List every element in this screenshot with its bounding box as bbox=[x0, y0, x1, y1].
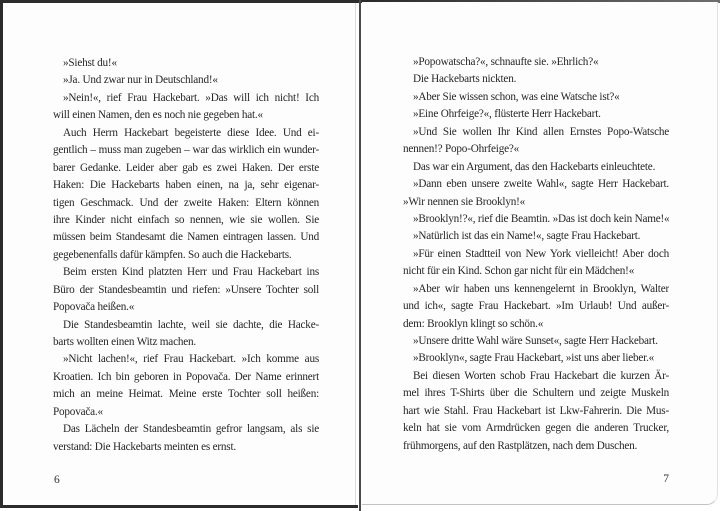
text-line: mich an meine Heimat. Meine erste Tochter soll heißen: bbox=[53, 388, 319, 401]
text-line: hart wie Stahl. Frau Hackebart ist Lkw-Fahrerin. Die Mus- bbox=[403, 404, 669, 417]
text-line: »Nein!«, rief Frau Hackebart. »Das will ich nicht! Ich bbox=[63, 91, 319, 104]
text-line: »Ja. Und zwar nur in Deutschland!« bbox=[63, 74, 218, 87]
text-line: »Brooklyn«, sagte Frau Hackebart, »ist uns aber lieber.« bbox=[413, 352, 655, 365]
text-line: will einen Namen, den es noch nie gegeben hat.« bbox=[53, 109, 263, 122]
text-line: »Für einen Stadtteil von New York vielleicht! Aber doch bbox=[413, 247, 669, 260]
text-line: gegebenenfalls dafür kämpfen. So auch die Hackebarts. bbox=[53, 248, 292, 261]
text-line: verstand: Die Hackebarts meinten es ernst. bbox=[53, 440, 236, 453]
text-line: tigen Geschmack. Und der zweite Haken: Eltern können bbox=[53, 196, 319, 209]
text-line: und ich«, sagte Frau Hackebart. »Im Urlaub! Und außer- bbox=[403, 300, 669, 313]
text-line: Popovača heißen.« bbox=[53, 301, 135, 314]
text-line: Beim ersten Kind platzten Herr und Frau Hackebart ins bbox=[63, 266, 319, 279]
left-page-number: 6 bbox=[54, 474, 60, 486]
text-line: Die Standesbeamtin lachte, weil sie dachte, die Hacke- bbox=[63, 318, 319, 331]
text-line: dem: Brooklyn klingt so schön.« bbox=[403, 317, 544, 330]
text-line: nennen!? Popo-Ohrfeige?« bbox=[403, 143, 520, 156]
text-line: »Brooklyn!?«, rief die Beamtin. »Das ist doch kein Name!« bbox=[413, 212, 669, 225]
text-line: ihre Kinder nicht einfach so nennen, wie sie wollen. Sie bbox=[53, 213, 319, 226]
text-line: Das war ein Argument, das den Hackebarts einleuchtete. bbox=[413, 160, 656, 173]
text-line: »Siehst du!« bbox=[63, 57, 117, 69]
text-line: »Und Sie wollen Ihr Kind allen Ernstes Popo-Watsche bbox=[413, 125, 669, 138]
left-page-text bbox=[53, 55, 319, 456]
text-line: Büro der Standesbeamtin und riefen: »Unsere Tochter soll bbox=[53, 283, 319, 296]
right-page-text bbox=[403, 54, 669, 455]
text-line: müssen beim Standesamt die Namen eintragen lassen. Und bbox=[53, 231, 319, 244]
text-line: »Eine Ohrfeige?«, flüsterte Herr Hackebart. bbox=[413, 108, 601, 121]
text-line: Haken: Die Hackebarts haben einen, na ja, sehr eigenar- bbox=[53, 179, 319, 192]
book-bottom-edge bbox=[0, 505, 358, 508]
text-line: »Popowatscha?«, schnaufte sie. »Ehrlich?« bbox=[413, 56, 599, 68]
text-line: gentlich – muss man zugeben – war das wirklich ein wunder- bbox=[53, 144, 319, 157]
book-spine bbox=[359, 0, 361, 511]
text-line: Popovača.« bbox=[53, 405, 103, 418]
text-line: »Unsere dritte Wahl wäre Sunset«, sagte Herr Hackebart. bbox=[413, 335, 658, 347]
text-line: »Aber wir haben uns kennengelernt in Brooklyn, Walter bbox=[413, 282, 669, 295]
text-line: barts wollten einen Witz machen. bbox=[53, 336, 196, 348]
text-line: Das Lächeln der Standesbeamtin gefror langsam, als sie bbox=[63, 423, 319, 436]
text-line: Die Hackebarts nickten. bbox=[413, 73, 517, 86]
text-line: nicht für ein Kind. Schon gar nicht für ein Mädchen!« bbox=[403, 265, 635, 278]
text-line: frühmorgens, auf den Rastplätzen, nach dem Duschen. bbox=[403, 439, 638, 452]
text-line: Kroatien. Ich bin geboren in Popovača. Der Name erinnert bbox=[53, 370, 319, 383]
text-line: Bei diesen Worten schob Frau Hackebart die kurzen Är- bbox=[413, 369, 669, 382]
text-line: keln hat sie vom Armdrücken gegen die anderen Trucker, bbox=[403, 422, 669, 435]
text-line: mel ihres T-Shirts über die Schultern und zeigte Muskeln bbox=[403, 387, 669, 400]
text-line: »Aber Sie wissen schon, was eine Watsche ist?« bbox=[413, 90, 620, 103]
text-line: barer Gedanke. Leider aber gab es zwei Haken. Der erste bbox=[53, 161, 319, 174]
text-line: »Natürlich ist das ein Name!«, sagte Frau Hackebart. bbox=[413, 230, 641, 243]
text-line: »Wir nennen sie Brooklyn!« bbox=[403, 195, 526, 208]
text-line: »Nicht lachen!«, rief Frau Hackebart. »Ich komme aus bbox=[63, 353, 319, 366]
right-page-number: 7 bbox=[663, 473, 669, 485]
right-page bbox=[362, 2, 718, 505]
text-line: Auch Herrn Hackebart begeisterte diese Idee. Und ei- bbox=[63, 126, 319, 139]
left-page bbox=[3, 3, 356, 505]
text-line: »Dann eben unsere zweite Wahl«, sagte Herr Hackebart. bbox=[413, 178, 669, 191]
